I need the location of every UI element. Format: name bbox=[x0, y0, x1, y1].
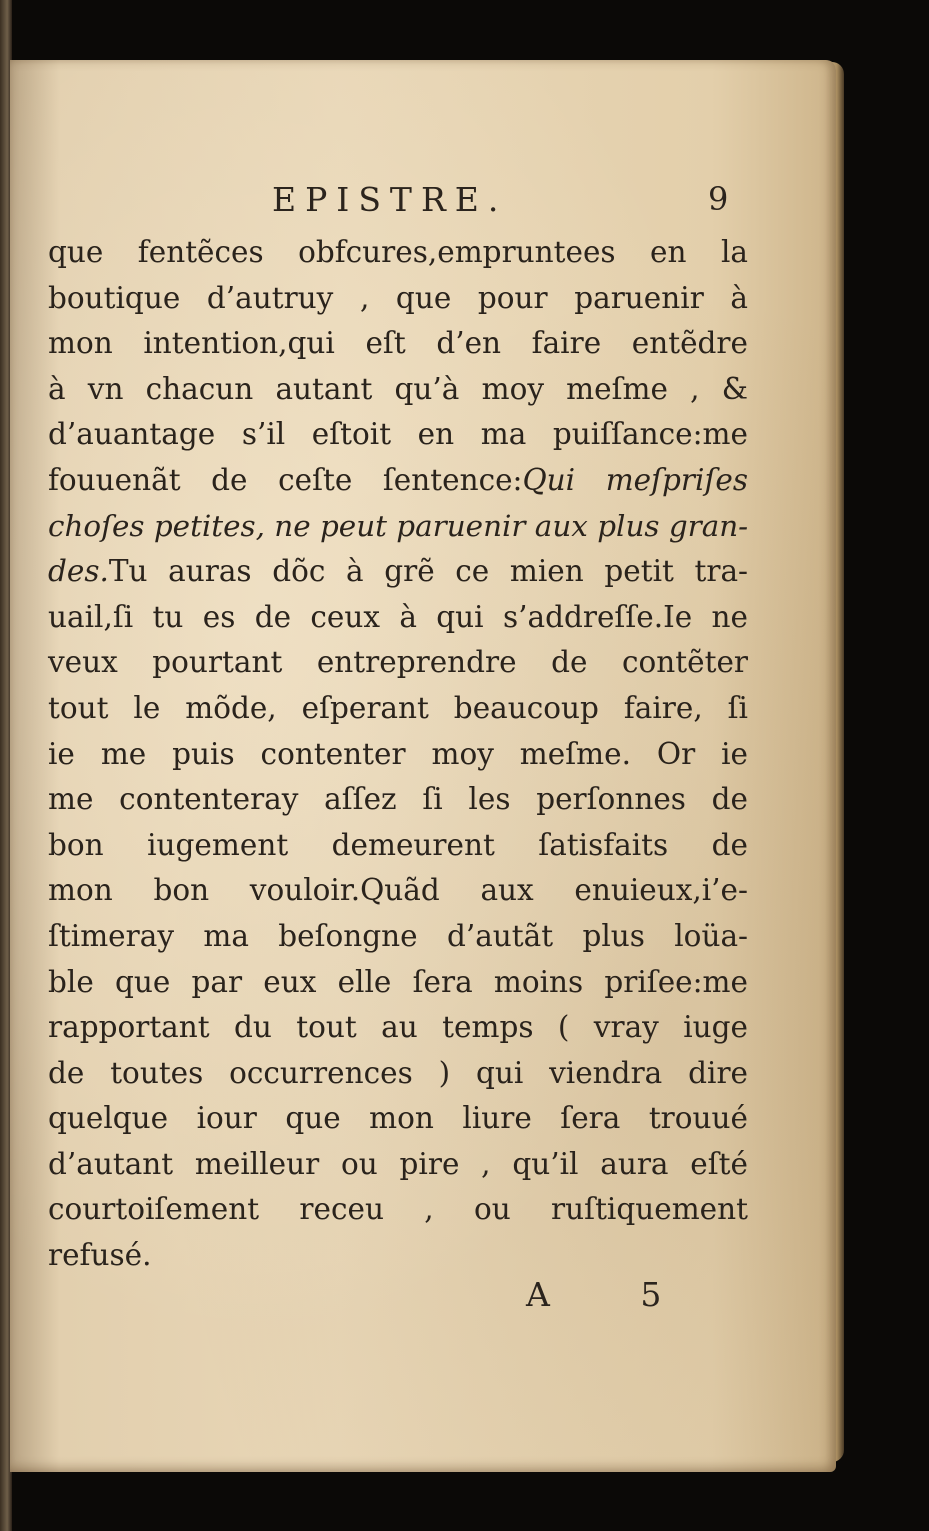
text-line: à vn chacun autant qu’à moy meſme , & bbox=[48, 371, 748, 406]
signature-mark: A 5 bbox=[526, 1275, 702, 1314]
italic-quote: Qui meſpriſes bbox=[522, 462, 748, 497]
text-line: boutique d’autruy , que pour paruenir à bbox=[48, 280, 748, 315]
running-header bbox=[10, 180, 836, 230]
book-page bbox=[10, 60, 836, 1472]
text-line: me contenteray aſſez ſi les perſonnes de bbox=[48, 782, 748, 817]
text-line: d’autant meilleur ou pire , qu’il aura eſté bbox=[48, 1146, 748, 1181]
text-line: courtoiſement receu , ou ruſtiquement bbox=[48, 1192, 748, 1227]
text-line: veux pourtant entreprendre de contẽter bbox=[48, 645, 748, 680]
text-line: tout le mõde, eſperant beaucoup faire, ſi bbox=[48, 690, 748, 725]
running-title: EPISTRE. bbox=[272, 180, 508, 219]
text-line: mon intention,qui eſt d’en faire entẽdre bbox=[48, 326, 748, 361]
text-line: d’auantage s’il eſtoit en ma puiſſance:me bbox=[48, 417, 748, 452]
text-line-italic: choſes petites, ne peut paruenir aux plus gran- bbox=[48, 508, 749, 543]
text-line-6 bbox=[48, 458, 748, 504]
text-line-last: refusé. bbox=[48, 1238, 152, 1273]
text-line: bon iugement demeurent ſatisfaits de bbox=[48, 827, 748, 862]
text-line: rapportant du tout au temps ( vray iuge bbox=[48, 1010, 748, 1045]
text-line: mon bon vouloir.Quãd aux enuieux,i’e- bbox=[48, 873, 748, 908]
text-line: ie me puis contenter moy meſme. Or ie bbox=[48, 736, 748, 771]
text-line: quelque iour que mon liure ſera trouué bbox=[48, 1101, 748, 1136]
text-segment: fouuenãt de ceſte ſentence: bbox=[48, 462, 523, 497]
text-line: de toutes occurrences ) qui viendra dire bbox=[48, 1055, 748, 1090]
text-line: uail,ſi tu es de ceux à qui s’addreſſe.Ie ne bbox=[48, 599, 748, 634]
body-text bbox=[48, 230, 748, 1279]
text-segment: Tu auras dõc à grẽ ce mien petit tra- bbox=[108, 554, 748, 589]
italic-quote-end: des. bbox=[48, 554, 109, 589]
text-line-8 bbox=[48, 549, 748, 595]
text-line: ſtimeray ma beſongne d’autãt plus loüa- bbox=[48, 918, 748, 953]
text-line: ble que par eux elle ſera moins priſee:me bbox=[48, 964, 748, 999]
page-number: 9 bbox=[708, 180, 729, 218]
text-line: que fentẽces obfcures,empruntees en la bbox=[48, 235, 748, 269]
